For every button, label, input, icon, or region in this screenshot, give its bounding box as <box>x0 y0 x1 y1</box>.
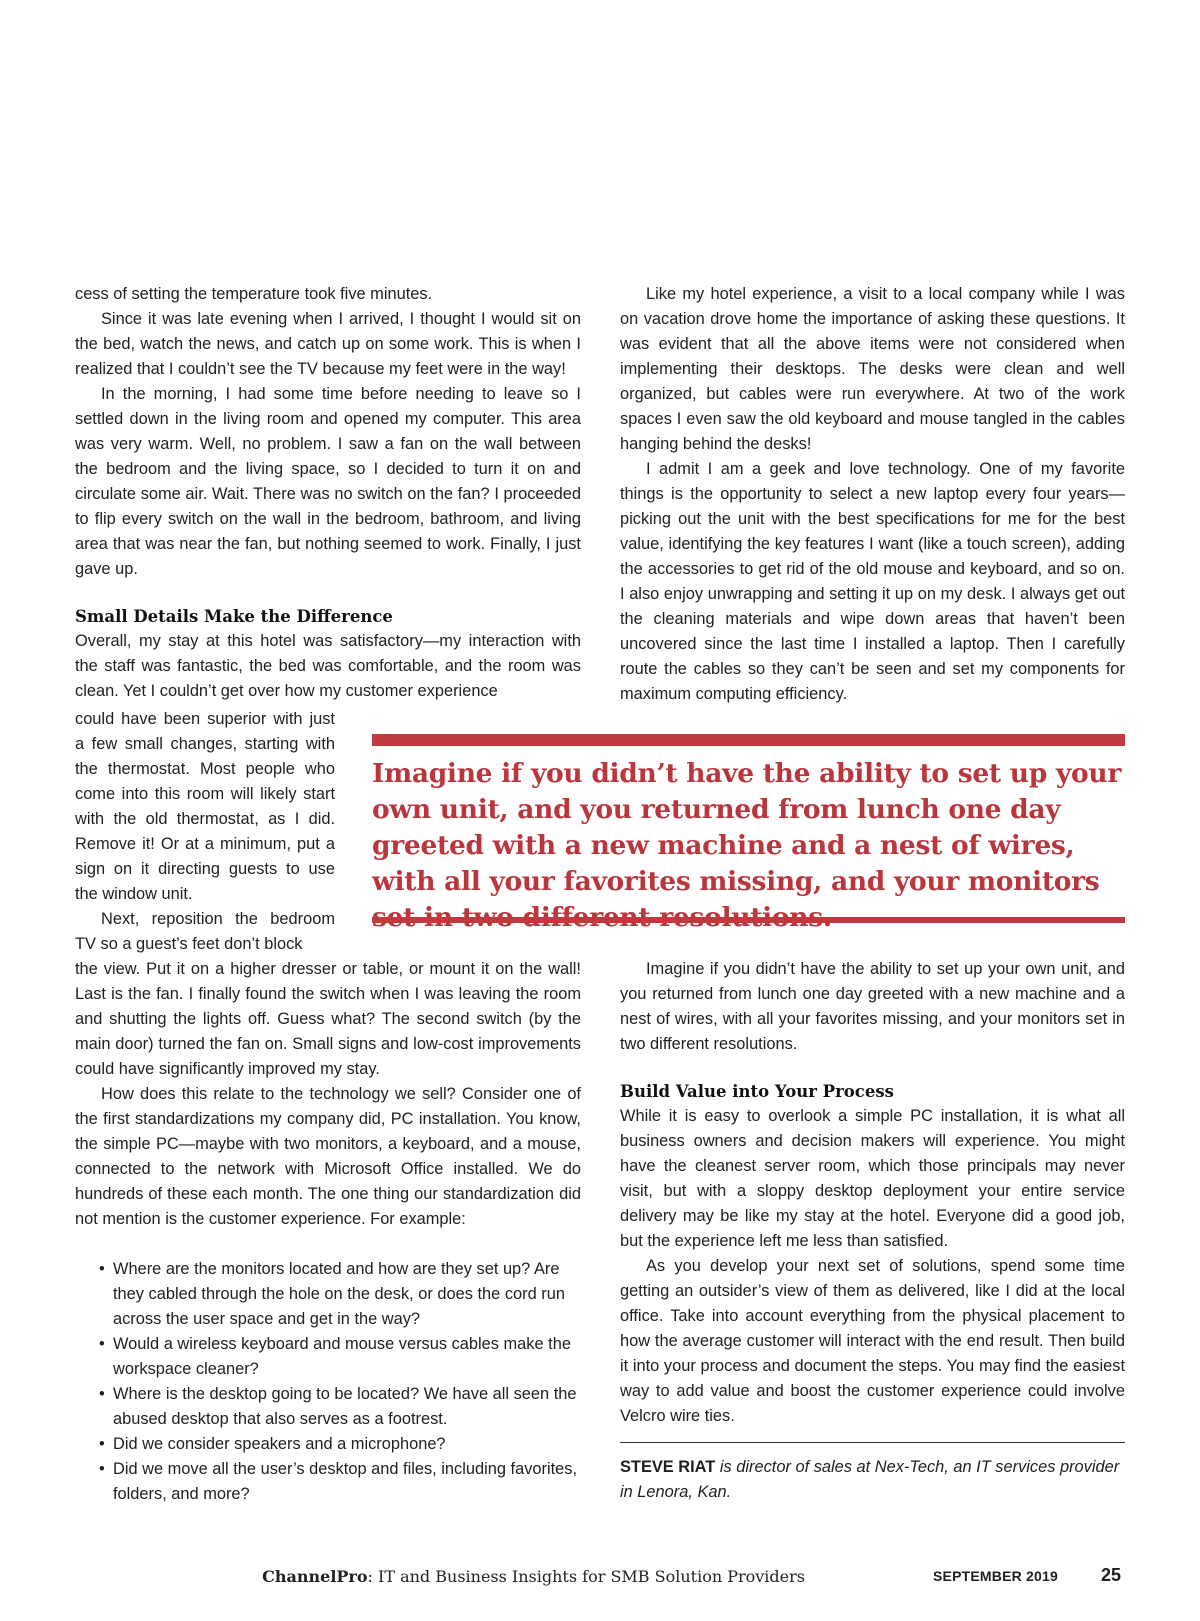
pull-quote-rule-top <box>372 734 1125 746</box>
article-column-left-bottom <box>75 957 581 1507</box>
pull-quote-rule-bottom <box>372 917 1125 923</box>
article-column-left-top <box>75 282 581 704</box>
paragraph: the view. Put it on a higher dresser or table, or mount it on the wall! Last is the fan. I finally found the switch when I was leaving the room and shutting the lights off. Guess what? The second switch (by the main door) turned the fan on. Small signs and low-cost improvements could have significantly improved my stay. <box>75 960 581 1078</box>
author-description: is director of sales at Nex-Tech, an IT services provider in Lenora, Kan. <box>620 1458 1120 1501</box>
footer-brand: ChannelPro <box>262 1567 368 1586</box>
footer-tagline: : IT and Business Insights for SMB Solution Providers <box>367 1567 805 1586</box>
bio-divider <box>620 1442 1125 1443</box>
page-number: 25 <box>1101 1565 1122 1585</box>
article-column-right-bottom <box>620 957 1125 1429</box>
paragraph: While it is easy to overlook a simple PC installation, it is what all business owners and decision makers will experience. You might have the cleanest server room, which those principals may never visit, but with a sloppy desktop deployment your entire service delivery may be like my stay at the hotel. Everyone did a good job, but the experience left me less than satisfied. <box>620 1107 1125 1250</box>
section-heading: Small Details Make the Difference <box>75 607 393 626</box>
list-item: • Would a wireless keyboard and mouse versus cables make the workspace cleaner? <box>75 1332 581 1382</box>
paragraph: As you develop your next set of solutions, spend some time getting an outsider’s view of them as delivered, like I did at the local office. Take into account everything from the physical placement to how the average customer will interact with the end result. Then build it into your process and document the steps. You may find the easiest way to add value and boost the customer experience could involve Velcro wire ties. <box>620 1257 1125 1425</box>
paragraph: cess of setting the temperature took five minutes. <box>75 285 433 303</box>
article-column-right-top <box>620 282 1125 707</box>
paragraph: Next, reposition the bedroom TV so a guest’s feet don’t block <box>75 910 335 953</box>
author-bio <box>620 1455 1125 1505</box>
footer-publication-title <box>262 1567 805 1586</box>
list-item: • Did we consider speakers and a microphone? <box>75 1432 581 1457</box>
paragraph: Since it was late evening when I arrived, I thought I would sit on the bed, watch the news, and catch up on some work. This is when I realized that I couldn’t see the TV because my feet were in the way! <box>75 310 581 378</box>
author-name: STEVE RIAT <box>620 1458 716 1476</box>
paragraph: I admit I am a geek and love technology. One of my favorite things is the opportunity to select a new laptop every four years—picking out the unit with the best specifications for me for the best value, identifying the key features I want (like a touch screen), adding the accessories to get rid of the old mouse and keyboard, and so on. I also enjoy unwrapping and setting it up on my desk. I always get out the cleaning materials and wipe down areas that haven’t been uncovered since the last time I installed a laptop. Then I carefully route the cables so they can’t be seen and set my components for maximum computing efficiency. <box>620 460 1125 703</box>
list-item: • Did we move all the user’s desktop and files, including favorites, folders, and more? <box>75 1457 581 1507</box>
article-column-left-narrow <box>75 707 335 957</box>
footer-date: SEPTEMBER 2019 <box>933 1568 1058 1584</box>
paragraph: could have been superior with just a few small changes, starting with the thermostat. Most people who come into this room will likely start with the old thermostat, as I did. Remove it! Or at a minimum, put a sign on it directing guests to use the window unit. <box>75 710 335 903</box>
list-item: • Where is the desktop going to be located? We have all seen the abused desktop that also serves as a footrest. <box>75 1382 581 1432</box>
bullet-list <box>75 1257 581 1507</box>
paragraph: In the morning, I had some time before needing to leave so I settled down in the living room and opened my computer. This area was very warm. Well, no problem. I saw a fan on the wall between the bedroom and the living space, so I decided to turn it on and circulate some air. Wait. There was no switch on the fan? I proceeded to flip every switch on the wall in the bedroom, bathroom, and living area that was near the fan, but nothing seemed to work. Finally, I just gave up. <box>75 385 581 578</box>
paragraph: How does this relate to the technology we sell? Consider one of the first standardizations my company did, PC installation. You know, the simple PC—maybe with two monitors, a keyboard, and a mouse, connected to the network with Microsoft Office installed. We do hundreds of these each month. The one thing our standardization did not mention is the customer experience. For example: <box>75 1085 581 1228</box>
paragraph: Like my hotel experience, a visit to a local company while I was on vacation drove home the importance of asking these questions. It was evident that all the above items were not considered when implementing their desktops. The desks were clean and well organized, but cables were run everywhere. At two of the work spaces I even saw the old keyboard and mouse tangled in the cables hanging behind the desks! <box>620 285 1125 453</box>
paragraph: Imagine if you didn’t have the ability to set up your own unit, and you returned from lunch one day greeted with a new machine and a nest of wires, with all your favorites missing, and your monitors set in two different resolutions. <box>620 960 1125 1053</box>
paragraph: Overall, my stay at this hotel was satisfactory—my interaction with the staff was fantastic, the bed was comfortable, and the room was clean. Yet I couldn’t get over how my customer experience <box>75 632 581 700</box>
section-heading: Build Value into Your Process <box>620 1082 894 1101</box>
list-item: • Where are the monitors located and how are they set up? Are they cabled through the hole on the desk, or does the cord run across the user space and get in the way? <box>75 1257 581 1332</box>
pull-quote: Imagine if you didn’t have the ability to set up your own unit, and you returned from lunch one day greeted with a new machine and a nest of wires, with all your favorites missing, and your monitors <box>372 758 1121 897</box>
